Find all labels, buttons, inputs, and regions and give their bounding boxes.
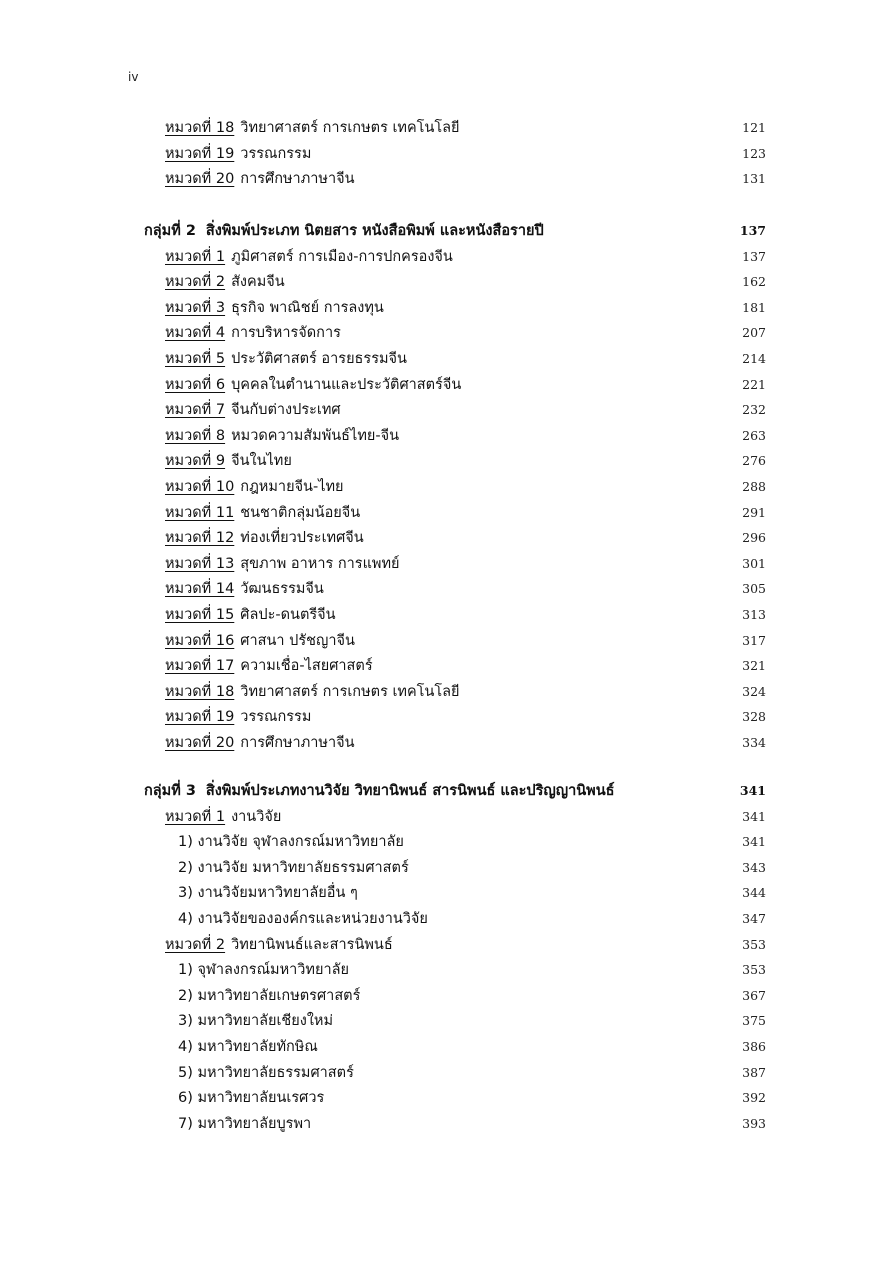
chapter-number: หมวดที่ 1 xyxy=(165,248,226,265)
toc-subitem-entry[interactable] xyxy=(0,1061,892,1085)
chapter-number: หมวดที่ 16 xyxy=(165,632,235,649)
toc-group-heading[interactable] xyxy=(0,779,892,803)
toc-group-heading[interactable] xyxy=(0,219,892,243)
page-ref: 162 xyxy=(742,274,766,290)
chapter-number: หมวดที่ 12 xyxy=(165,530,235,547)
chapter-number: หมวดที่ 13 xyxy=(165,555,235,572)
toc-subitem-entry[interactable] xyxy=(0,1035,892,1059)
page-ref: 324 xyxy=(742,683,766,699)
page-ref: 343 xyxy=(742,859,766,875)
chapter-number: หมวดที่ 2 xyxy=(165,936,226,953)
chapter-number: หมวดที่ 20 xyxy=(165,171,235,188)
page-ref: 232 xyxy=(742,402,766,418)
subitem-title: 2) งานวิจัย มหาวิทยาลัยธรรมศาสตร์ xyxy=(178,859,409,876)
page-ref: 221 xyxy=(742,376,766,392)
page-ref: 305 xyxy=(742,581,766,597)
toc-chapter-entry[interactable] xyxy=(0,654,892,678)
page-ref: 131 xyxy=(742,171,766,187)
chapter-label xyxy=(165,501,360,525)
chapter-title: หมวดความสัมพันธ์ไทย-จีน xyxy=(231,427,400,444)
chapter-title: กฎหมายจีน-ไทย xyxy=(240,479,344,495)
chapter-number: หมวดที่ 10 xyxy=(165,479,235,495)
toc-chapter-entry[interactable] xyxy=(0,680,892,704)
chapter-label xyxy=(165,603,336,627)
subitem-title: 3) มหาวิทยาลัยเชียงใหม่ xyxy=(178,1013,334,1030)
chapter-number: หมวดที่ 18 xyxy=(165,120,235,136)
toc-chapter-entry[interactable] xyxy=(0,731,892,755)
chapter-label xyxy=(165,654,373,678)
chapter-number: หมวดที่ 5 xyxy=(165,351,226,367)
chapter-title: จีนกับต่างประเทศ xyxy=(231,402,341,419)
chapter-number: หมวดที่ 17 xyxy=(165,658,235,675)
page-ref: 263 xyxy=(742,427,766,443)
page-ref: 317 xyxy=(742,632,766,648)
chapter-label xyxy=(165,321,341,345)
page-ref: 321 xyxy=(742,658,766,674)
chapter-number: หมวดที่ 11 xyxy=(165,504,235,521)
page-ref: 123 xyxy=(742,145,766,161)
group-number: กลุ่มที่ 3 xyxy=(144,783,196,799)
page-ref: 296 xyxy=(742,530,766,546)
page-ref: 341 xyxy=(739,783,766,798)
page-ref: 347 xyxy=(742,911,766,926)
page-ref: 301 xyxy=(742,555,766,571)
toc-subitem-entry[interactable] xyxy=(0,907,892,931)
toc-chapter-entry[interactable] xyxy=(0,805,892,829)
toc-chapter-entry[interactable] xyxy=(0,449,892,473)
chapter-title: ท่องเที่ยวประเทศจีน xyxy=(240,530,364,547)
chapter-title: การศึกษาภาษาจีน xyxy=(240,735,355,751)
subitem-title: 6) มหาวิทยาลัยนเรศวร xyxy=(178,1090,325,1107)
toc-chapter-entry[interactable] xyxy=(0,245,892,269)
chapter-title: ธุรกิจ พาณิชย์ การลงทุน xyxy=(231,299,384,316)
subitem-title: 4) งานวิจัยขององค์กรและหน่วยงานวิจัย xyxy=(178,911,428,927)
chapter-number: หมวดที่ 19 xyxy=(165,145,235,162)
chapter-number: หมวดที่ 3 xyxy=(165,299,226,316)
chapter-title: ชนชาติกลุ่มน้อยจีน xyxy=(240,504,361,521)
chapter-number: หมวดที่ 15 xyxy=(165,607,235,623)
page-ref: 341 xyxy=(742,834,766,850)
toc-subitem-entry[interactable] xyxy=(0,1086,892,1110)
page-ref: 353 xyxy=(742,936,766,952)
chapter-title: วิทยานิพนธ์และสารนิพนธ์ xyxy=(231,936,393,953)
chapter-title: ประวัติศาสตร์ อารยธรรมจีน xyxy=(231,351,407,367)
chapter-title: วรรณกรรม xyxy=(240,145,312,162)
subitem-title: 4) มหาวิทยาลัยทักษิณ xyxy=(178,1039,318,1055)
toc-subitem-entry[interactable] xyxy=(0,958,892,982)
page-ref: 367 xyxy=(742,987,766,1003)
toc-subitem-entry[interactable] xyxy=(0,856,892,880)
chapter-title: สังคมจีน xyxy=(231,274,285,291)
chapter-title: จีนในไทย xyxy=(231,453,292,470)
page-ref: 288 xyxy=(742,479,766,494)
toc-subitem-entry[interactable] xyxy=(0,984,892,1008)
chapter-number: หมวดที่ 20 xyxy=(165,735,235,751)
group-title: สิ่งพิมพ์ประเภท นิตยสาร หนังสือพิมพ์ และหนังสือรายปี xyxy=(205,223,544,239)
page-ref: 181 xyxy=(742,299,766,315)
page-ref: 353 xyxy=(742,962,766,978)
chapter-label xyxy=(165,296,384,320)
page-ref: 334 xyxy=(742,735,766,750)
toc-chapter-entry[interactable] xyxy=(0,398,892,422)
toc-chapter-entry[interactable] xyxy=(0,603,892,627)
group-label xyxy=(144,219,544,243)
chapter-number: หมวดที่ 9 xyxy=(165,453,226,470)
toc-chapter-entry[interactable] xyxy=(0,321,892,345)
chapter-label xyxy=(165,245,453,269)
page-ref: 387 xyxy=(742,1064,766,1080)
subitem-title: 2) มหาวิทยาลัยเกษตรศาสตร์ xyxy=(178,987,361,1004)
chapter-label xyxy=(165,347,407,371)
chapter-label xyxy=(165,475,344,499)
toc-chapter-entry[interactable] xyxy=(0,373,892,397)
chapter-number: หมวดที่ 7 xyxy=(165,402,226,419)
chapter-number: หมวดที่ 4 xyxy=(165,325,226,342)
chapter-label xyxy=(165,526,364,550)
group-number: กลุ่มที่ 2 xyxy=(144,223,196,239)
toc-chapter-entry[interactable] xyxy=(0,296,892,320)
chapter-label xyxy=(165,142,311,166)
toc-chapter-entry[interactable] xyxy=(0,475,892,499)
group-title: สิ่งพิมพ์ประเภทงานวิจัย วิทยานิพนธ์ สารนิพนธ์ และปริญญานิพนธ์ xyxy=(205,783,615,799)
chapter-title: งานวิจัย xyxy=(231,808,282,825)
chapter-label xyxy=(165,805,281,829)
chapter-number: หมวดที่ 6 xyxy=(165,376,226,393)
toc-subitem-entry[interactable] xyxy=(0,1009,892,1033)
chapter-label xyxy=(165,424,399,448)
chapter-label xyxy=(165,577,324,601)
page-ref: 313 xyxy=(742,607,766,622)
toc-chapter-entry[interactable] xyxy=(0,577,892,601)
chapter-label xyxy=(165,629,355,653)
chapter-title: บุคคลในตำนานและประวัติศาสตร์จีน xyxy=(231,376,462,393)
chapter-title: การบริหารจัดการ xyxy=(231,325,341,342)
page-ref: 328 xyxy=(742,709,766,725)
group-label xyxy=(144,779,614,803)
toc-chapter-entry[interactable] xyxy=(0,270,892,294)
chapter-title: ความเชื่อ-ไสยศาสตร์ xyxy=(240,658,373,675)
chapter-title: ศิลปะ-ดนตรีจีน xyxy=(240,607,336,623)
chapter-label xyxy=(165,705,311,729)
page-ref: 386 xyxy=(742,1039,766,1054)
toc-chapter-entry[interactable] xyxy=(0,705,892,729)
page-ref: 121 xyxy=(742,120,766,135)
chapter-title: ศาสนา ปรัชญาจีน xyxy=(240,632,355,649)
toc-chapter-entry[interactable] xyxy=(0,526,892,550)
page-ref: 137 xyxy=(739,223,766,238)
toc-chapter-entry[interactable] xyxy=(0,501,892,525)
subitem-title: 5) มหาวิทยาลัยธรรมศาสตร์ xyxy=(178,1064,354,1081)
chapter-title: การศึกษาภาษาจีน xyxy=(240,171,355,188)
toc-chapter-entry[interactable] xyxy=(0,116,892,140)
page-ref: 276 xyxy=(742,453,766,469)
page-ref: 392 xyxy=(742,1090,766,1106)
page-ref: 214 xyxy=(742,351,766,366)
subitem-title: 7) มหาวิทยาลัยบูรพา xyxy=(178,1115,312,1132)
chapter-number: หมวดที่ 1 xyxy=(165,808,226,825)
chapter-label xyxy=(165,449,292,473)
toc-chapter-entry[interactable] xyxy=(0,167,892,191)
toc-chapter-entry[interactable] xyxy=(0,142,892,166)
chapter-number: หมวดที่ 2 xyxy=(165,274,226,291)
toc-chapter-entry[interactable] xyxy=(0,552,892,576)
toc-subitem-entry[interactable] xyxy=(0,1112,892,1136)
toc-chapter-entry[interactable] xyxy=(0,629,892,653)
subitem-title: 1) งานวิจัย จุฬาลงกรณ์มหาวิทยาลัย xyxy=(178,834,404,851)
chapter-number: หมวดที่ 18 xyxy=(165,683,235,700)
toc-chapter-entry[interactable] xyxy=(0,933,892,957)
chapter-title: วิทยาศาสตร์ การเกษตร เทคโนโลยี xyxy=(240,120,460,136)
subitem-title: 3) งานวิจัยมหาวิทยาลัยอื่น ๆ xyxy=(178,885,358,902)
chapter-number: หมวดที่ 19 xyxy=(165,709,235,726)
page-ref: 344 xyxy=(742,885,766,901)
chapter-number: หมวดที่ 8 xyxy=(165,427,226,444)
chapter-title: สุขภาพ อาหาร การแพทย์ xyxy=(240,555,400,572)
chapter-label xyxy=(165,933,393,957)
chapter-title: ภูมิศาสตร์ การเมือง-การปกครองจีน xyxy=(231,248,453,265)
chapter-label xyxy=(165,731,355,755)
toc-subitem-entry[interactable] xyxy=(0,881,892,905)
page-ref: 137 xyxy=(742,248,766,264)
subitem-title: 1) จุฬาลงกรณ์มหาวิทยาลัย xyxy=(178,962,350,979)
page-ref: 207 xyxy=(742,325,766,341)
chapter-label xyxy=(165,373,461,397)
chapter-title: วรรณกรรม xyxy=(240,709,312,726)
chapter-label xyxy=(165,680,460,704)
chapter-label xyxy=(165,116,460,140)
page-ref: 375 xyxy=(742,1013,766,1029)
page-ref: 393 xyxy=(742,1115,766,1131)
chapter-label xyxy=(165,398,341,422)
page-ref: 341 xyxy=(742,808,766,824)
toc-subitem-entry[interactable] xyxy=(0,830,892,854)
chapter-title: วัฒนธรรมจีน xyxy=(240,581,324,598)
chapter-label xyxy=(165,167,355,191)
chapter-number: หมวดที่ 14 xyxy=(165,581,235,598)
chapter-title: วิทยาศาสตร์ การเกษตร เทคโนโลยี xyxy=(240,683,460,700)
toc-chapter-entry[interactable] xyxy=(0,424,892,448)
page-number: iv xyxy=(128,70,139,84)
chapter-label xyxy=(165,270,285,294)
toc-chapter-entry[interactable] xyxy=(0,347,892,371)
chapter-label xyxy=(165,552,400,576)
page-ref: 291 xyxy=(742,504,766,520)
